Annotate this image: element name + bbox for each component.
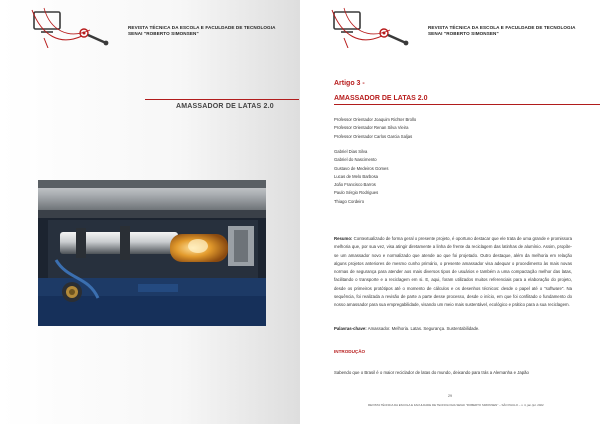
- journal-name: REVISTA TÉCNICA DA ESCOLA E FACULDADE DE TECNOLOGIA: [128, 25, 276, 30]
- section-title-introducao: INTRODUÇÃO: [334, 349, 366, 354]
- article-label: Artigo 3 -: [334, 80, 365, 87]
- left-page-title: AMASSADOR DE LATAS 2.0: [176, 103, 274, 110]
- student-list: [334, 148, 574, 206]
- student-item: Paulo Sérgio Rodrigues: [334, 190, 379, 196]
- student-item: Thiago Cordeiro: [334, 198, 365, 204]
- article-title-divider: [334, 104, 600, 105]
- student-item: João Francisco Barros: [334, 182, 376, 188]
- student-item: Gabriel do Nascimento: [334, 157, 377, 163]
- journal-logo: [30, 6, 118, 53]
- abstract-text: Contextualizado de forma geral o presente projeto, é oportuno destacar que ele trata de uma grande e promissora melhoria que, por sua vez, visa atingir diretamente a linha de frente da reciclagem das latinhas de alumínio. Assim, propõe-se um amassador novo e normalizado que atende ao que foi projetado. Outro destaque, além da melhoria em relação alguns projetos anteriores de mesmo cunho primário, o presente amassador visa adequar o procedimento às mais novas normas de segurança para atender aos mais diversos tipos de usuários e também a uma compactação melhor das latas, facilitando o transporte e a reciclagem em si. E, aqui, foram utilizados muitos referenciais para a elaboração do projeto, desde os primeiros protótipos até o momento de cálculos e os desenhos técnicos: desde o papel até o "software". Na sequência, foi realizada a revisão de parte a parte desse processo, desde o início, em que foi confiitado o fundamento do nosso amassador para sua empregabilidade, visando um meio mais sustentável, ecológico e prático para a sua reciclagem.: [334, 236, 572, 308]
- intro-text: Sabendo que o Brasil é o maior reciclador de latas do mundo, deixando para trás a Alemanha e Japão: [334, 370, 529, 375]
- can-crusher-photo: [38, 180, 266, 326]
- student-item: Lucas de Melo Barbosa: [334, 173, 378, 179]
- keywords-text: Amassador. Melhoria. Latas. Segurança. Sustentabilidade.: [367, 326, 480, 331]
- advisor-item: Professor Orientador Joaquim Richter Brollo: [334, 117, 417, 122]
- journal-logo-right: [330, 6, 418, 53]
- article-title: AMASSADOR DE LATAS 2.0: [334, 95, 428, 102]
- advisor-list: [334, 116, 574, 141]
- advisor-item: Professor Orientador Renan Silva Vieira: [334, 125, 409, 131]
- journal-name-right: REVISTA TÉCNICA DA ESCOLA E FACULDADE DE TECNOLOGIA: [428, 25, 576, 30]
- journal-school: SENAI "ROBERTO SIMONSEN": [128, 30, 199, 36]
- abstract: [334, 235, 572, 310]
- student-item: Gabriel Dias Silva: [334, 149, 368, 154]
- student-item: Gustavo de Medeiros Gomes: [334, 165, 389, 171]
- right-page: [300, 0, 600, 424]
- page-number: 29: [448, 394, 452, 398]
- page-footer: REVISTA TÉCNICA DA ESCOLA E FACULDADE DE TECNOLOGIA SENAI "ROBERTO SIMONSEN" – SÃO PAULO – v. 4, jan./jul. 2022: [368, 403, 544, 407]
- journal-header: [128, 25, 276, 36]
- keywords-label: Palavras-chave:: [334, 326, 367, 331]
- keywords: [334, 326, 572, 331]
- abstract-label: Resumo:: [334, 236, 353, 241]
- advisor-item: Professor Orientador Carlos Garcia Saljas: [334, 133, 413, 139]
- journal-school-right: SENAI "ROBERTO SIMONSEN": [428, 30, 499, 36]
- journal-header-right: [428, 25, 576, 36]
- title-divider: [145, 99, 299, 100]
